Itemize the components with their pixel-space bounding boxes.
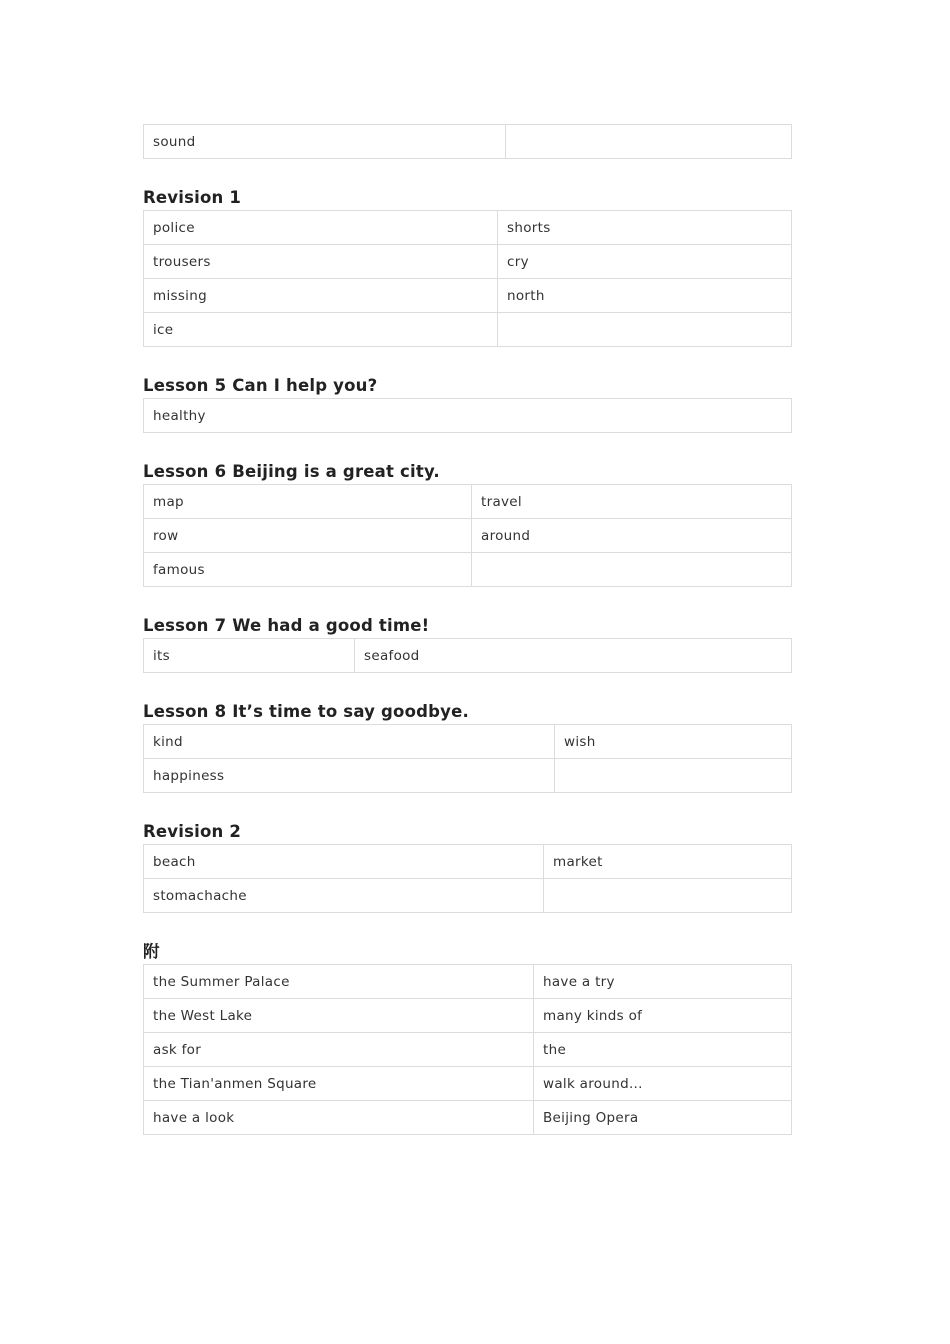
word-cell: around <box>472 519 792 553</box>
vocab-table-top <box>143 124 792 159</box>
word-cell: happiness <box>144 759 555 793</box>
word-cell <box>555 759 792 793</box>
phrase-cell: ask for <box>144 1033 534 1067</box>
word-cell <box>544 879 792 913</box>
table-row <box>144 211 792 245</box>
word-cell: kind <box>144 725 555 759</box>
table-row <box>144 485 792 519</box>
table-row <box>144 553 792 587</box>
table-row <box>144 1101 792 1135</box>
word-cell: missing <box>144 279 498 313</box>
table-row <box>144 313 792 347</box>
phrase-cell: have a look <box>144 1101 534 1135</box>
phrase-cell: the West Lake <box>144 999 534 1033</box>
word-cell: map <box>144 485 472 519</box>
vocab-table-lesson-7 <box>143 638 792 673</box>
document-page <box>143 124 792 1135</box>
table-row <box>144 399 792 433</box>
table-row <box>144 845 792 879</box>
section-heading-revision-2: Revision 2 <box>143 822 242 841</box>
word-cell: travel <box>472 485 792 519</box>
table-row <box>144 245 792 279</box>
phrase-cell: walk around... <box>534 1067 792 1101</box>
word-cell: market <box>544 845 792 879</box>
section-heading-lesson-7: Lesson 7 We had a good time! <box>143 616 430 635</box>
vocab-table-lesson-5 <box>143 398 792 433</box>
word-cell <box>498 313 792 347</box>
table-row <box>144 759 792 793</box>
word-cell: row <box>144 519 472 553</box>
table-row <box>144 125 792 159</box>
table-row <box>144 1067 792 1101</box>
vocab-table-revision-2 <box>143 844 792 913</box>
phrase-cell: the Summer Palace <box>144 965 534 999</box>
vocab-table-appendix <box>143 964 792 1135</box>
word-cell: stomachache <box>144 879 544 913</box>
table-row <box>144 879 792 913</box>
vocab-table-lesson-8 <box>143 724 792 793</box>
phrase-cell: many kinds of <box>534 999 792 1033</box>
phrase-cell: Beijing Opera <box>534 1101 792 1135</box>
word-cell <box>472 553 792 587</box>
word-cell: cry <box>498 245 792 279</box>
word-cell: wish <box>555 725 792 759</box>
table-row <box>144 999 792 1033</box>
table-row <box>144 965 792 999</box>
word-cell <box>506 125 792 159</box>
word-cell: its <box>144 639 355 673</box>
section-heading-appendix: 附 <box>143 942 160 961</box>
word-cell: ice <box>144 313 498 347</box>
word-cell: beach <box>144 845 544 879</box>
table-row <box>144 639 792 673</box>
word-cell: shorts <box>498 211 792 245</box>
phrase-cell: the <box>534 1033 792 1067</box>
word-cell: sound <box>144 125 506 159</box>
word-cell: trousers <box>144 245 498 279</box>
phrase-cell: have a try <box>534 965 792 999</box>
vocab-table-lesson-6 <box>143 484 792 587</box>
word-cell: seafood <box>355 639 792 673</box>
word-cell: police <box>144 211 498 245</box>
phrase-cell: the Tian'anmen Square <box>144 1067 534 1101</box>
table-row <box>144 725 792 759</box>
word-cell: healthy <box>144 399 792 433</box>
vocab-table-revision-1 <box>143 210 792 347</box>
table-row <box>144 279 792 313</box>
section-heading-lesson-8: Lesson 8 It’s time to say goodbye. <box>143 702 469 721</box>
table-row <box>144 519 792 553</box>
section-heading-revision-1: Revision 1 <box>143 188 242 207</box>
section-heading-lesson-5: Lesson 5 Can I help you? <box>143 376 378 395</box>
section-heading-lesson-6: Lesson 6 Beijing is a great city. <box>143 462 440 481</box>
table-row <box>144 1033 792 1067</box>
word-cell: famous <box>144 553 472 587</box>
word-cell: north <box>498 279 792 313</box>
